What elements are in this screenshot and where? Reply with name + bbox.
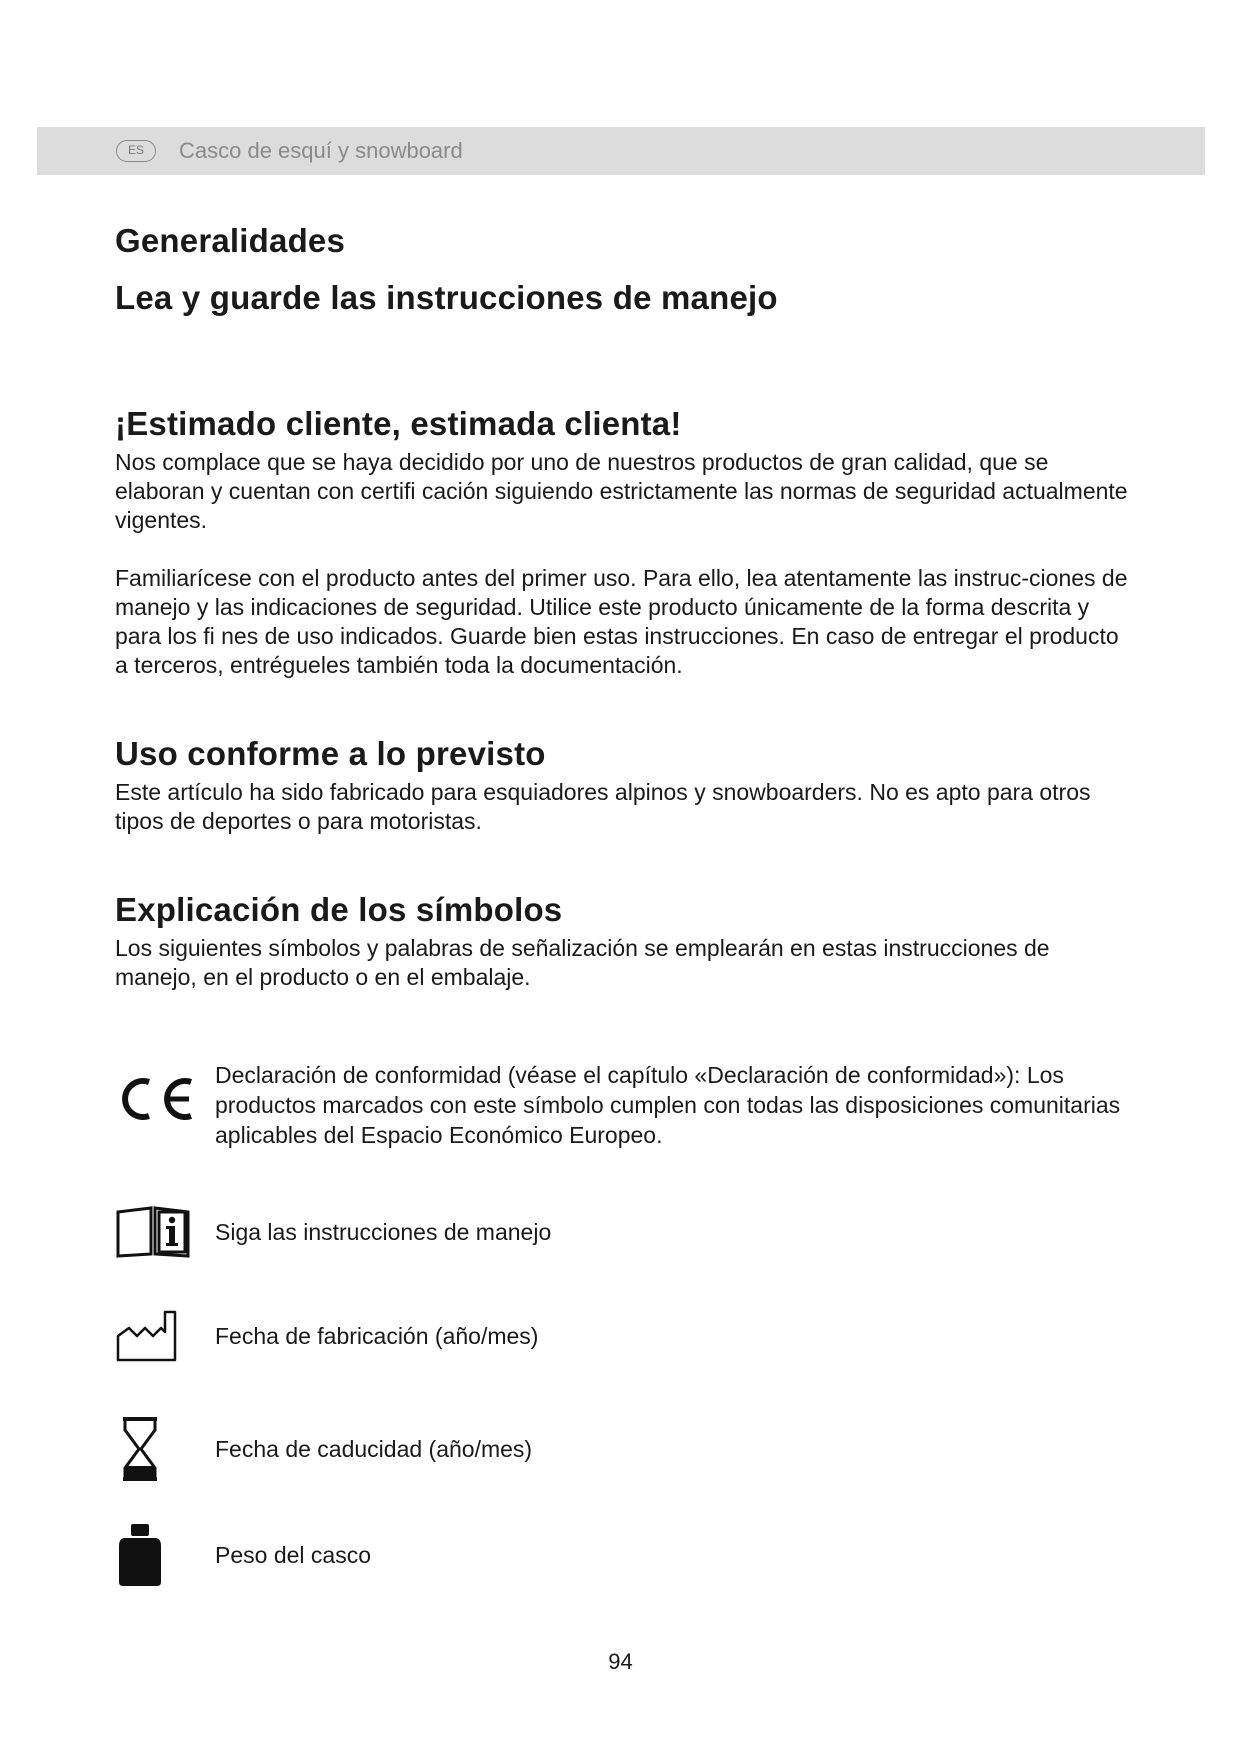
language-badge: ES <box>116 140 156 162</box>
heading-intended-use: Uso conforme a lo previsto <box>115 735 546 772</box>
factory-icon <box>115 1308 215 1364</box>
symbol-row-book <box>115 1206 1135 1258</box>
paragraph-intended-use: Este artículo ha sido fabricado para esquiadores alpinos y snowboarders. No es apto para otros tipos de deportes o para motoristas. <box>115 779 1091 834</box>
symbol-row-ce <box>115 1060 1135 1150</box>
symbol-row-weight <box>115 1522 1135 1588</box>
running-header <box>37 127 1205 175</box>
symbol-row-hourglass <box>115 1416 1135 1482</box>
symbol-row-factory <box>115 1308 1135 1364</box>
page-number: 94 <box>608 1649 633 1674</box>
info-book-icon <box>115 1206 215 1258</box>
heading-symbols: Explicación de los símbolos <box>115 891 563 928</box>
paragraph-intro: Nos complace que se haya decidido por uno de nuestros productos de gran calidad, que se elaboran y cuentan con certifi cación siguiendo estrictamente las normas de seguridad actualmente vigentes. <box>115 449 1128 533</box>
symbol-list <box>115 1060 1135 1588</box>
main-content <box>115 212 1135 992</box>
heading-read-instructions: Lea y guarde las instrucciones de manejo <box>115 279 778 316</box>
symbol-text-helmet-weight: Peso del casco <box>215 1542 371 1568</box>
hourglass-icon <box>115 1416 215 1482</box>
paragraph-symbols-intro: Los siguientes símbolos y palabras de señalización se emplearán en estas instrucciones de manejo, en el producto o en el embalaje. <box>115 935 1050 990</box>
symbol-text-expiry-date: Fecha de caducidad (año/mes) <box>215 1436 533 1462</box>
heading-generalidades: Generalidades <box>115 222 346 259</box>
symbol-text-manufacture-date: Fecha de fabricación (año/mes) <box>215 1323 539 1349</box>
ce-mark-lettering: CE <box>115 1074 117 1075</box>
symbol-text-ce: Declaración de conformidad (véase el capítulo «Declaración de conformidad»): Los productos marcados con este símbolo cumplen con todas las disposiciones comunitarias aplicables del Espacio Económico Europeo. <box>215 1062 1121 1148</box>
paragraph-familiarize: Familiarícese con el producto antes del primer uso. Para ello, lea atentamente las instruc-ciones de manejo y las indicaciones de seguridad. Utilice este producto únicamente de la forma descrita y para los fi nes de uso indicados. Guarde bien estas instrucciones. En caso de entregar el producto a terceros, entrégueles también toda la documentación. <box>115 565 1128 678</box>
heading-dear-customer: ¡Estimado cliente, estimada clienta! <box>115 405 682 442</box>
ce-mark-icon <box>115 1060 215 1124</box>
weight-icon <box>115 1522 215 1588</box>
symbol-text-instructions: Siga las instrucciones de manejo <box>215 1219 552 1245</box>
header-title: Casco de esquí y snowboard <box>179 138 463 163</box>
